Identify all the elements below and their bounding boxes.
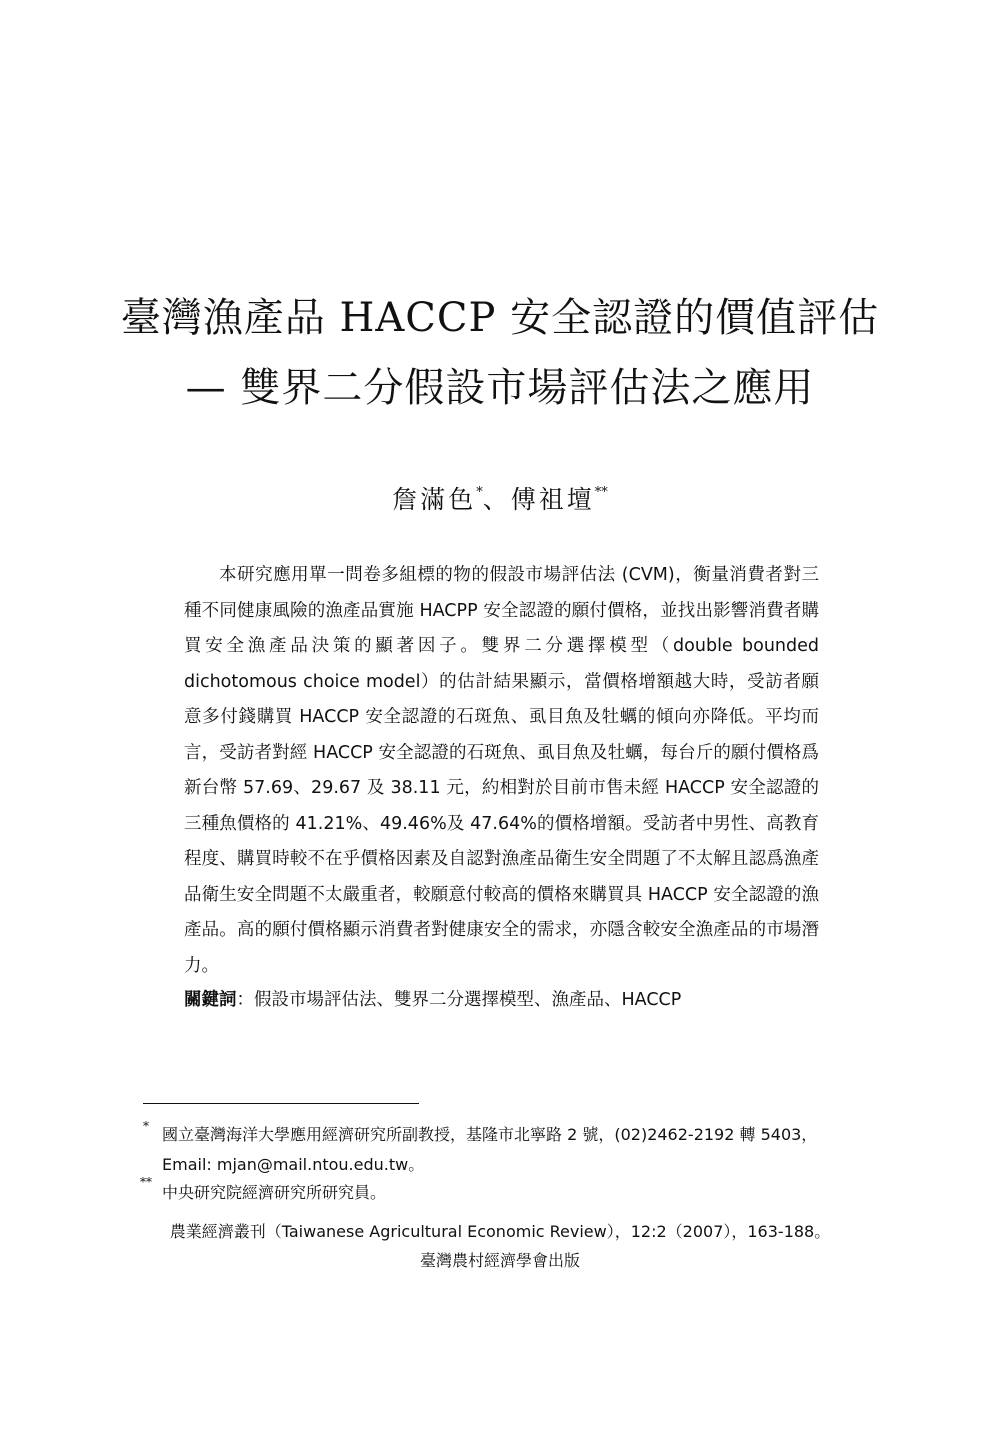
paper-title-line-2: — 雙界二分假設市場評估法之應用 [185,365,815,411]
author-line [0,480,1000,516]
author-2-footnote-mark: ** [594,485,608,500]
author-2-name: 傅祖壇 [510,485,595,514]
footnote-2-mark: ** [140,1175,152,1189]
keywords-line [184,986,681,1011]
footnote-1-text: 國立臺灣海洋大學應用經濟研究所副教授，基隆市北寧路 2 號，(02)2462-2192 轉 5403，Email: mjan@mail.ntou.edu.tw。 [162,1125,818,1174]
keywords-text: 假設市場評估法、雙界二分選擇模型、漁產品、HACCP [254,990,682,1010]
abstract-paragraph: 本研究應用單一問卷多組標的物的假設市場評估法 (CVM)，衡量消費者對三種不同健康風險的漁產品實施 HACPP 安全認證的願付價格，並找出影響消費者購買安全漁產品決策的顯著因子。雙界二分選擇模型（double bounded dichotomous choice model）的估計結果顯示，當價格增額越大時，受訪者願意多付錢購買 HACCP 安全認證的石斑魚、虱目魚及牡蠣的傾向亦降低。平均而言，受訪者對經 HACCP 安全認證的石斑魚、虱目魚及牡蠣，每台斤的願付價格爲新台幣 57.69、29.67 及 38.11 元，約相對於目前市售未經 HACCP 安全認證的三種魚價格的 41.21%、49.46%及 47.64%的價格增額。受訪者中男性、高教育程度、購買時較不在乎價格因素及自認對漁產品衛生安全問題了不太解且認爲漁產品衛生安全問題不太嚴重者，較願意付較高的價格來購買具 HACCP 安全認證的漁產品。高的願付價格顯示消費者對健康安全的需求，亦隱含較安全漁產品的市場潛力。 [184,565,819,976]
journal-citation: 農業經濟叢刊（Taiwanese Agricultural Economic Review），12:2（2007），163-188。 [169,1222,831,1241]
publisher-line: 臺灣農村經濟學會出版 [419,1251,580,1270]
footnote-1-mark: * [143,1119,149,1133]
footnote-divider [143,1103,419,1104]
keywords-separator: ： [236,990,254,1010]
keywords-label: 關鍵詞 [184,990,237,1010]
author-separator: 、 [482,485,511,514]
paper-title-line-1: 臺灣漁產品 HACCP 安全認證的價值評估 [120,295,880,341]
author-1-name: 詹滿色 [392,485,477,514]
footnote-2-text: 中央研究院經濟研究所研究員。 [162,1183,387,1202]
author-1-footnote-mark: * [476,485,483,500]
